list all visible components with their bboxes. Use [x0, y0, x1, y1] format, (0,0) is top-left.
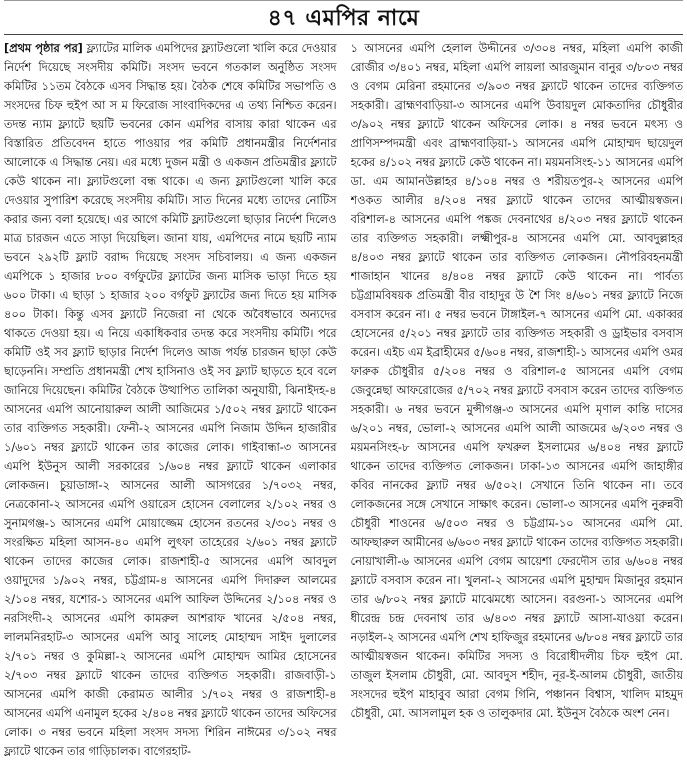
- continuation-label: [প্রথম পৃষ্ঠার পর]: [4, 42, 83, 55]
- article-column-right: [351, 39, 684, 767]
- article-headline: ৪৭ এমপির নামে: [267, 5, 420, 31]
- article-text-left: ফ্ল্যাটের মালিক এমপিদের ফ্ল্যাটগুলো খালি করে দেওয়ার নির্দেশ দিয়েছে সংসদীয় কমিটি। সংসদ ভবনে গতকাল অনুষ্ঠিত সংসদ কমিটির ১১তম বৈঠকে এসব সিদ্ধান্ত হয়। বৈঠক শেষে কমিটির সভাপতি ও সংসদের চিফ হুইপ আ স ম ফিরোজ সাংবাদিকদের এ তথ্য নিশ্চিত করেন। তদন্ত ন্যাম ফ্ল্যাটে ছয়টি ভবনের কোন এমপির বাসায় কারা থাকেন এর বিস্তারিত প্রতিবেদন হাতে পাওয়ার পর কমিটি প্রধানমন্ত্রীর নির্দেশনার আলোকে এ সিদ্ধান্ত নেয়। এর মধ্যে দুজন মন্ত্রী ও একজন প্রতিমন্ত্রীর ফ্ল্যাটে কেউ থাকেন না। ফ্ল্যাটগুলো বন্ধ থাকে। এ জন্য ফ্ল্যাটগুলো খালি করে দেওয়ার সুপারিশ করেছে সংসদীয় কমিটি। সাত দিনের মধ্যে তাদের নোটিস করার জন্য বলা হয়েছে। এর আগে কমিটি ফ্ল্যাটগুলো ছাড়ার নির্দেশ দিলেও মাত্র চারজন এতে সাড়া দিয়েছিল। জানা যায়, এমপিদের নামে ছয়টি ন্যাম ভবনে ২৯২টি ফ্ল্যাট বরাদ্দ দিয়েছে সংসদ সচিবালয়। এ জন্য একজন এমপিকে ১ হাজার ৮০০ বর্গফুটের ফ্ল্যাটের জন্য মাসিক ভাড়া দিতে হয় ৬০০ টাকা। এ ছাড়া ১ হাজার ২০০ বর্গফুট ফ্ল্যাটের জন্য দিতে হয় মাসিক ৪০০ টাকা। কিন্তু এসব ফ্ল্যাটে নিজেরা না থেকে অবৈধভাবে অন্যদের থাকতে দেওয়া হয়। এ নিয়ে একাধিকবার তদন্ত করে সংসদীয় কমিটি। পরে কমিটি ওই সব ফ্ল্যাট ছাড়ার নির্দেশ দিলেও আজ পর্যন্ত চারজন ছাড়া কেউ ছাড়েননি। সম্প্রতি প্রধানমন্ত্রী শেখ হাসিনাও ওই সব ফ্ল্যাট ছাড়তে হবে বলে জানিয়ে দিয়েছেন। কমিটির বৈঠকে উত্থাপিত তালিকা অনুযায়ী, ঝিনাইদহ-৪ আসনের এমপি আনোয়ারুল আলী আজিমের ১/৫০২ নম্বর ফ্ল্যাটে থাকেন তার ব্যক্তিগত সহকারী। ফেনী-২ আসনের এমপি নিজাম উদ্দিন হাজারীর ১/৬০১ নম্বর ফ্ল্যাটে থাকেন তার কাজের লোক। গাইবান্ধা-৩ আসনের এমপি ইউনুস আলী সরকারের ১/৬০৪ নম্বর ফ্ল্যাটে থাকেন এলাকার লোকজন। চুয়াডাঙ্গা-২ আসনের আলী আসগরের ১/৭০৩২ নম্বর, নেত্রকোনা-২ আসনের এমপি ওয়ারেস হোসেন বেলালের ২/১০২ নম্বর ও সুনামগঞ্জ-১ আসনের এমপি মোয়াজ্জেম হোসেন রতনের ২/৩০১ নম্বর ও সংরক্ষিত মহিলা আসন-৪০ এমপি লুৎফা তাহেরের ২/৬০১ নম্বর ফ্ল্যাটে থাকেন তাদের কাজের লোক। রাজশাহী-৫ আসনের এমপি আবদুল ওয়াদুদের ১/৯০২ নম্বর, চট্টগ্রাম-৪ আসনের এমপি দিদারুল আলমের ২/১০৪ নম্বর, যশোর-১ আসনের এমপি আফিল উদ্দিনের ২/১০৪ নম্বর ও নরসিংদী-২ আসনের এমপি কামরুল আশরাফ খানের ২/৫০৪ নম্বর, লালমনিরহাট-৩ আসনের এমপি আবু সালেহ মোহাম্মদ সাইদ দুলালের ২/৭০১ নম্বর ও কুমিল্লা-২ আসনের এমপি মোহাম্মদ আমির হোসেনের ২/৭০৩ নম্বর ফ্ল্যাটে থাকেন তাদের ব্যক্তিগত সহকারী। রাজবাড়ী-১ আসনের এমপি কাজী কেরামত আলীর ১/৭০২ নম্বর ও রাজশাহী-৪ আসনের এমপি এনামুল হকের ২/৪০৪ নম্বর ফ্ল্যাটে থাকেন তাদের অফিসের লোক। ৩ নম্বর ভবনে মহিলা সংসদ সদস্য শিরিন নাঈমের ৩/১০২ নম্বর ফ্ল্যাটে থাকেন তার গাড়িচালক। বাগেরহাট-: [4, 42, 337, 758]
- article-paragraph-right: ১ আসনের এমপি হেলাল উদ্দীনের ৩/৩০৪ নম্বর, মহিলা এমপি কাজী রোজীর ৩/৪০১ নম্বর, মহিলা এমপি লায়লা আরজুমান বানুর ৩/৮০৩ নম্বর ও বেগম মেরিনা রহমানের ৩/৯০৩ নম্বর ফ্ল্যাটে থাকেন তাদের ব্যক্তিগত সহকারী। ব্রাহ্মণবাড়িয়া-৩ আসনের এমপি উবায়দুল মোকতাদির চৌধুরীর ৩/৯০২ নম্বর ফ্ল্যাটে থাকেন অফিসের লোক। ৪ নম্বর ভবনে মৎস্য ও প্রাণিসম্পদমন্ত্রী এবং ব্রাহ্মণবাড়িয়া-১ আসনের এমপি মোহাম্মদ ছায়েদুল হকের ৪/১০২ নম্বর ফ্ল্যাটে কেউ থাকেন না। ময়মনসিংহ-১১ আসনের এমপি ডা. এম আমানউল্লাহর ৪/১০৪ নম্বর ও শরীয়তপুর-২ আসনের এমপি শওকত আলীর ৪/২০৪ নম্বর ফ্ল্যাটে থাকেন তাদের আত্মীয়স্বজন। বরিশাল-৪ আসনের এমপি পঙ্কজ দেবনাথের ৪/২০৩ নম্বর ফ্ল্যাটে থাকেন তার ব্যক্তিগত সহকারী। লক্ষ্মীপুর-৪ আসনের এমপি মো. আবদুল্লাহর ৪/৪০৩ নম্বর ফ্ল্যাটে থাকেন তার ব্যক্তিগত লোকজন। নৌপরিবহনমন্ত্রী শাজাহান খানের ৪/৪০৪ নম্বর ফ্ল্যাটে কেউ থাকেন না। পার্বত্য চট্টগ্রামবিষয়ক প্রতিমন্ত্রী বীর বাহাদুর উ শৈ সিং ৪/৬০১ নম্বর ফ্ল্যাটে নিজে বসবাস করেন না। ৫ নম্বর ভবনে টাঙ্গাইল-৭ আসনের এমপি মো. একাব্বর হোসেনের ৫/২০১ নম্বর ফ্ল্যাটে তার ব্যক্তিগত সহকারী ও ড্রাইভার বসবাস করেন। এইচ এম ইব্রাহীমের ৫/৬০৪ নম্বর, রাজশাহী-১ আসনের এমপি ওমর ফারুক চৌধুরীর ৫/২০৪ নম্বর ও বরিশাল-৫ আসনের এমপি বেগম জেবুন্নেছা আফরোজের ৫/৭০২ নম্বর ফ্ল্যাটে বসবাস করেন তাদের ব্যক্তিগত সহকারী। ৬ নম্বর ভবনে মুন্সীগঞ্জ-৩ আসনের এমপি মৃণাল কান্তি দাসের ৬/২০১ নম্বর, ভোলা-২ আসনের এমপি আলী আজমের ৬/২০৩ নম্বর ও ময়মনসিংহ-৮ আসনের এমপি ফখরুল ইসলামের ৬/৪০৪ নম্বর ফ্ল্যাটে থাকেন তাদের ব্যক্তিগত লোকজন। ঢাকা-১৩ আসনের এমপি জাহাঙ্গীর কবির নানকের ফ্ল্যাট নম্বর ৬/৫০২। সেখানে তিনি থাকেন না। তবে লোকজনের সঙ্গে সেখানে সাক্ষাৎ করেন। ভোলা-৩ আসনের এমপি নুরুন্নবী চৌধুরী শাওনের ৬/৫০৩ নম্বর ও চট্টগ্রাম-১০ আসনের এমপি মো. আফছারুল আমীনের ৬/৬০৩ নম্বর ফ্ল্যাটে থাকেন তাদের ব্যক্তিগত সহকারী। নোয়াখালী-৬ আসনের এমপি বেগম আয়েশা ফেরদৌস তার ৬/৬০৪ নম্বর ফ্ল্যাটে বসবাস করেন না। খুলনা-২ আসনের এমপি মুহাম্মদ মিজানুর রহমান তার ৬/৮০২ নম্বর ফ্ল্যাটে মাঝেমধ্যে আসেন। বরগুনা-১ আসনের এমপি ধীরেন্দ্র চন্দ্র দেবনাথ তার ৬/৪০৩ নম্বর ফ্ল্যাটে আসা-যাওয়া করেন। নড়াইল-২ আসনের এমপি শেখ হাফিজুর রহমানের ৬/৮০৪ নম্বর ফ্ল্যাটে তার আত্মীয়স্বজন থাকেন। কমিটির সদস্য ও বিরোধীদলীয় চিফ হুইপ মো. তাজুল ইসলাম চৌধুরী, মো. আবদুস শহীদ, নূর-ই-আলম চৌধুরী, জাতীয় সংসদের হুইপ মাহাবুব আরা বেগম গিনি, পঞ্চানন বিশ্বাস, খালিদ মাহমুদ চৌধুরী, মো. আসলামুল হক ও তালুকদার মো. ইউনুস বৈঠকে অংশ নেন।: [350, 42, 683, 720]
- article-column-left: [4, 39, 337, 767]
- article-paragraph-left: [4, 39, 337, 761]
- headline-bar: [4, 0, 683, 35]
- article-columns: [4, 39, 683, 767]
- top-rule: [4, 0, 683, 1]
